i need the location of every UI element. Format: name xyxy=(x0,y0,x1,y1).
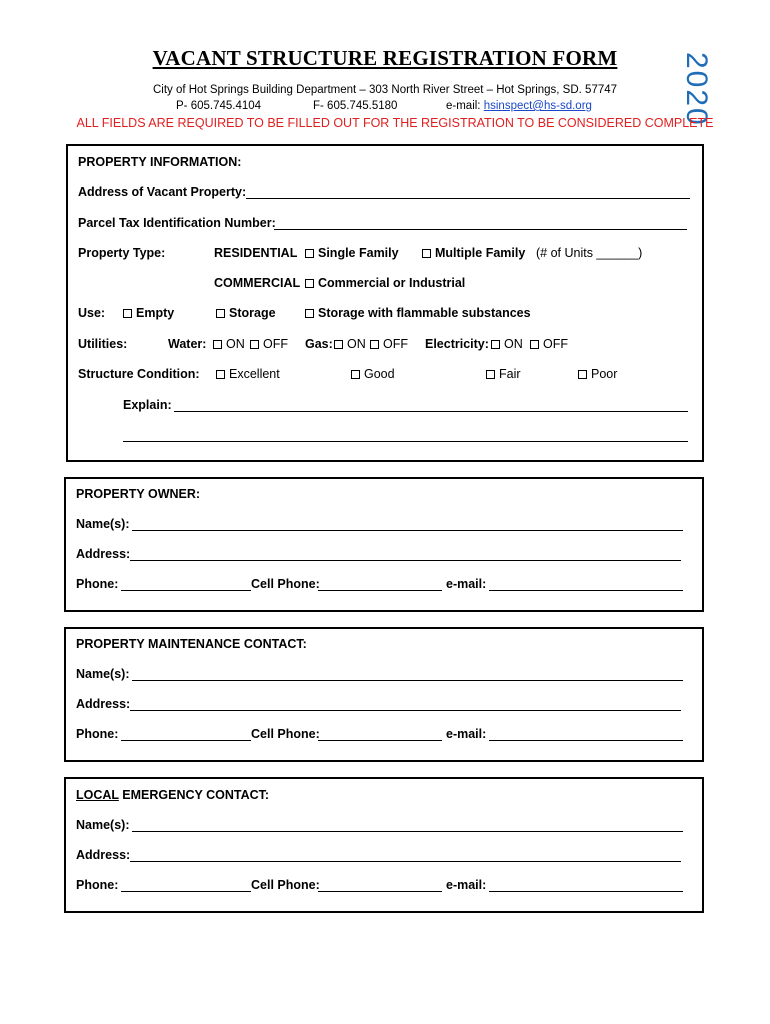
owner-names-field[interactable] xyxy=(132,530,683,531)
checkbox-icon xyxy=(422,249,431,258)
checkbox-icon xyxy=(305,309,314,318)
owner-address-field[interactable] xyxy=(130,560,681,561)
maintenance-phone-label: Phone: xyxy=(76,727,119,741)
gas-on-option[interactable]: ON xyxy=(334,337,366,351)
parcel-label: Parcel Tax Identification Number: xyxy=(78,216,276,230)
emergency-phone-label: Phone: xyxy=(76,878,119,892)
emergency-names-field[interactable] xyxy=(132,831,683,832)
department-email-link[interactable]: hsinspect@hs-sd.org xyxy=(483,100,592,112)
checkbox-icon xyxy=(216,370,225,379)
maintenance-email-label: e-mail: xyxy=(446,727,487,741)
units-hint: (# of Units ______) xyxy=(536,246,643,260)
checkbox-icon xyxy=(530,340,539,349)
emergency-email-label: e-mail: xyxy=(446,878,487,892)
condition-label: Structure Condition: xyxy=(78,367,200,381)
emergency-cell-label: Cell Phone: xyxy=(251,878,320,892)
maintenance-heading: PROPERTY MAINTENANCE CONTACT: xyxy=(76,637,307,651)
maintenance-phone-field[interactable] xyxy=(121,740,251,741)
explain-field-1[interactable] xyxy=(174,411,688,412)
multiple-family-option[interactable]: Multiple Family xyxy=(422,246,525,260)
use-flammable-option[interactable]: Storage with flammable substances xyxy=(305,306,531,320)
checkbox-icon xyxy=(216,309,225,318)
electricity-label: Electricity: xyxy=(425,337,489,351)
water-off-option[interactable]: OFF xyxy=(250,337,288,351)
form-year: 2020 xyxy=(680,52,713,127)
checkbox-icon xyxy=(486,370,495,379)
maintenance-names-label: Name(s): xyxy=(76,667,130,681)
maintenance-cell-field[interactable] xyxy=(318,740,442,741)
checkbox-icon xyxy=(491,340,500,349)
use-storage-option[interactable]: Storage xyxy=(216,306,276,320)
maintenance-cell-label: Cell Phone: xyxy=(251,727,320,741)
emergency-address-label: Address: xyxy=(76,848,131,862)
owner-phone-label: Phone: xyxy=(76,577,119,591)
emergency-heading-rest: EMERGENCY CONTACT: xyxy=(118,788,270,802)
utilities-label: Utilities: xyxy=(78,337,128,351)
checkbox-icon xyxy=(334,340,343,349)
use-label: Use: xyxy=(78,306,106,320)
condition-poor-option[interactable]: Poor xyxy=(578,367,617,381)
residential-label: RESIDENTIAL xyxy=(214,246,298,260)
vacant-address-field[interactable] xyxy=(246,198,690,199)
owner-cell-field[interactable] xyxy=(318,590,442,591)
owner-cell-label: Cell Phone: xyxy=(251,577,320,591)
owner-names-label: Name(s): xyxy=(76,517,130,531)
owner-phone-field[interactable] xyxy=(121,590,251,591)
emergency-email-field[interactable] xyxy=(489,891,683,892)
checkbox-icon xyxy=(305,249,314,258)
explain-label: Explain: xyxy=(123,398,172,412)
parcel-field[interactable] xyxy=(274,229,687,230)
single-family-option[interactable]: Single Family xyxy=(305,246,399,260)
checkbox-icon xyxy=(305,279,314,288)
use-empty-option[interactable]: Empty xyxy=(123,306,174,320)
department-phone: P- 605.745.4104 xyxy=(176,100,262,112)
water-label: Water: xyxy=(168,337,207,351)
maintenance-email-field[interactable] xyxy=(489,740,683,741)
electricity-on-option[interactable]: ON xyxy=(491,337,523,351)
maintenance-names-field[interactable] xyxy=(132,680,683,681)
email-label: e-mail: xyxy=(446,100,481,112)
explain-field-2[interactable] xyxy=(123,441,688,442)
property-type-label: Property Type: xyxy=(78,246,166,260)
checkbox-icon xyxy=(123,309,132,318)
emergency-phone-field[interactable] xyxy=(121,891,251,892)
owner-address-label: Address: xyxy=(76,547,131,561)
required-notice: ALL FIELDS ARE REQUIRED TO BE FILLED OUT FOR THE REGISTRATION TO BE CONSIDERED COMPLETE xyxy=(76,116,714,130)
department-fax: F- 605.745.5180 xyxy=(313,100,398,112)
electricity-off-option[interactable]: OFF xyxy=(530,337,568,351)
owner-email-field[interactable] xyxy=(489,590,683,591)
owner-email-label: e-mail: xyxy=(446,577,487,591)
checkbox-icon xyxy=(213,340,222,349)
vacant-address-label: Address of Vacant Property: xyxy=(78,185,247,199)
emergency-heading xyxy=(76,788,269,802)
condition-fair-option[interactable]: Fair xyxy=(486,367,521,381)
emergency-cell-field[interactable] xyxy=(318,891,442,892)
emergency-heading-local: LOCAL xyxy=(76,788,119,802)
emergency-address-field[interactable] xyxy=(130,861,681,862)
property-info-heading: PROPERTY INFORMATION: xyxy=(78,155,242,169)
water-on-option[interactable]: ON xyxy=(213,337,245,351)
department-address: City of Hot Springs Building Department – 303 North River Street – Hot Springs, SD. 57747 xyxy=(152,84,618,96)
checkbox-icon xyxy=(578,370,587,379)
gas-label: Gas: xyxy=(305,337,333,351)
maintenance-address-label: Address: xyxy=(76,697,131,711)
condition-good-option[interactable]: Good xyxy=(351,367,395,381)
department-email-row xyxy=(446,100,592,112)
checkbox-icon xyxy=(370,340,379,349)
owner-heading: PROPERTY OWNER: xyxy=(76,487,201,501)
commercial-industrial-option[interactable]: Commercial or Industrial xyxy=(305,276,465,290)
condition-excellent-option[interactable]: Excellent xyxy=(216,367,280,381)
checkbox-icon xyxy=(250,340,259,349)
gas-off-option[interactable]: OFF xyxy=(370,337,408,351)
maintenance-address-field[interactable] xyxy=(130,710,681,711)
checkbox-icon xyxy=(351,370,360,379)
emergency-names-label: Name(s): xyxy=(76,818,130,832)
commercial-label: COMMERCIAL xyxy=(214,276,301,290)
form-title: VACANT STRUCTURE REGISTRATION FORM xyxy=(152,46,618,70)
